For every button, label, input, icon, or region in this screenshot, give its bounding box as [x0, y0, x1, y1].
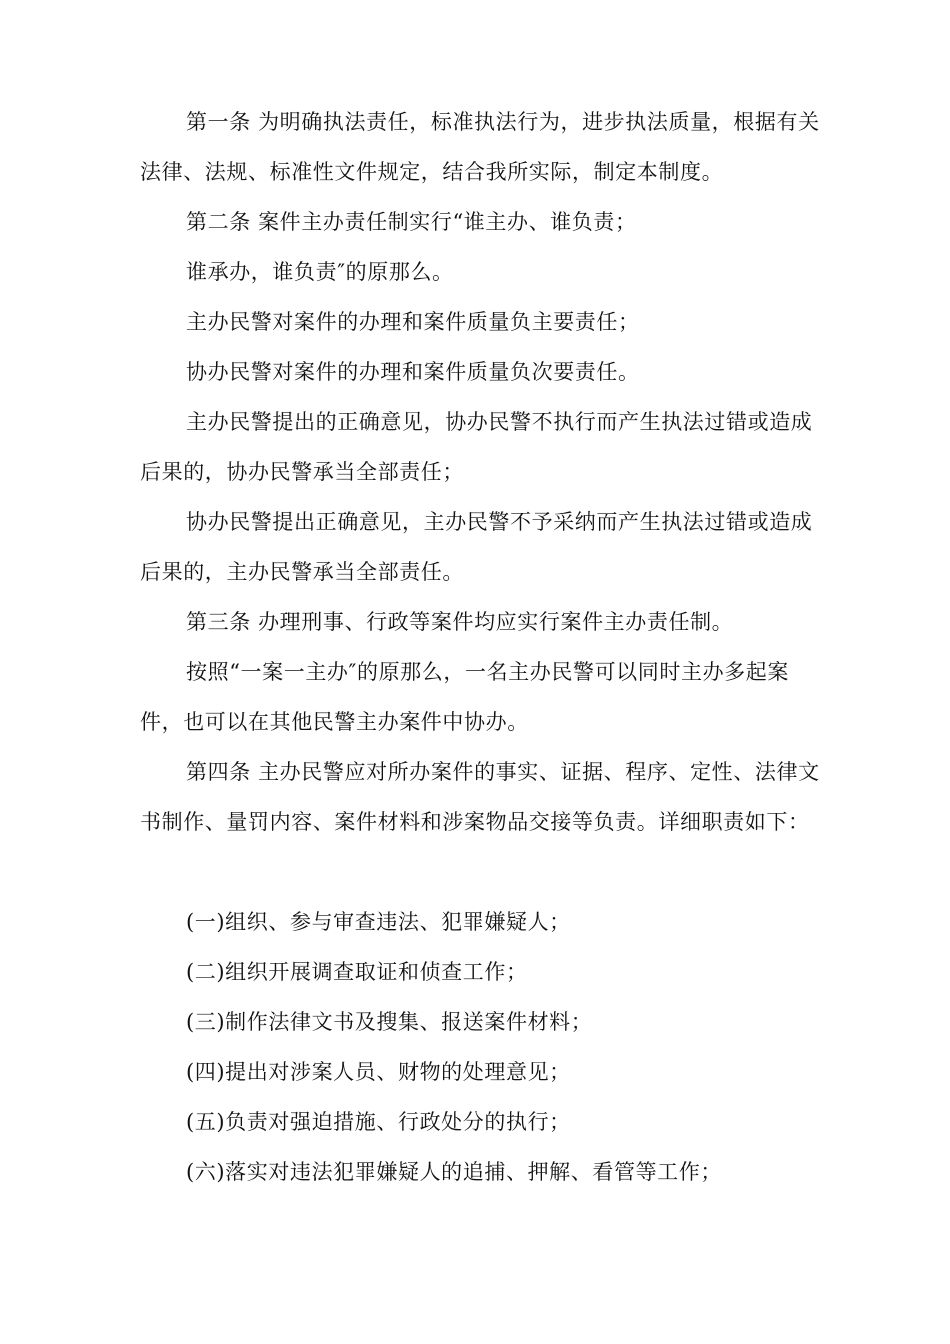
list-item-duty-6: (六)落实对违法犯罪嫌疑人的追捕、押解、看管等工作； [186, 1160, 722, 1184]
paragraph-principle: 谁承办，谁负责″的原那么。 [186, 260, 454, 284]
paragraph-article-4: 第四条 主办民警应对所办案件的事实、证据、程序、定性、法律文书制作、量罚内容、案件材料和涉案物品交接等负责。详细职责如下： [140, 760, 820, 834]
list-item-duty-2: (二)组织开展调查取证和侦查工作； [186, 960, 528, 984]
paragraph-main-officer-duty: 主办民警对案件的办理和案件质量负主要责任； [186, 310, 640, 334]
list-item-duty-1: (一)组织、参与审查违法、犯罪嫌疑人； [186, 910, 571, 934]
list-item-duty-3: (三)制作法律文书及搜集、报送案件材料； [186, 1010, 593, 1034]
paragraph-article-3: 第三条 办理刑事、行政等案件均应实行案件主办责任制。 [186, 610, 734, 634]
list-item-duty-4: (四)提出对涉案人员、财物的处理意见； [186, 1060, 571, 1084]
paragraph-main-liability: 协办民警提出正确意见，主办民警不予采纳而产生执法过错或造成后果的，主办民警承当全部责任。 [140, 510, 813, 584]
paragraph-assist-liability: 主办民警提出的正确意见，协办民警不执行而产生执法过错或造成后果的，协办民警承当全部责任； [140, 410, 813, 484]
paragraph-article-1: 第一条 为明确执法责任，标准执法行为，进步执法质量，根据有关法律、法规、标准性文件规定，结合我所实际，制定本制度。 [140, 110, 820, 184]
list-item-duty-5: (五)负责对强迫措施、行政处分的执行； [186, 1110, 571, 1134]
paragraph-article-2: 第二条 案件主办责任制实行“谁主办、谁负责； [186, 210, 637, 234]
paragraph-assist-officer-duty: 协办民警对案件的办理和案件质量负次要责任。 [186, 360, 640, 384]
paragraph-one-case-one-officer: 按照“一案一主办″的原那么，一名主办民警可以同时主办多起案件，也可以在其他民警主办案件中协办。 [140, 660, 789, 734]
